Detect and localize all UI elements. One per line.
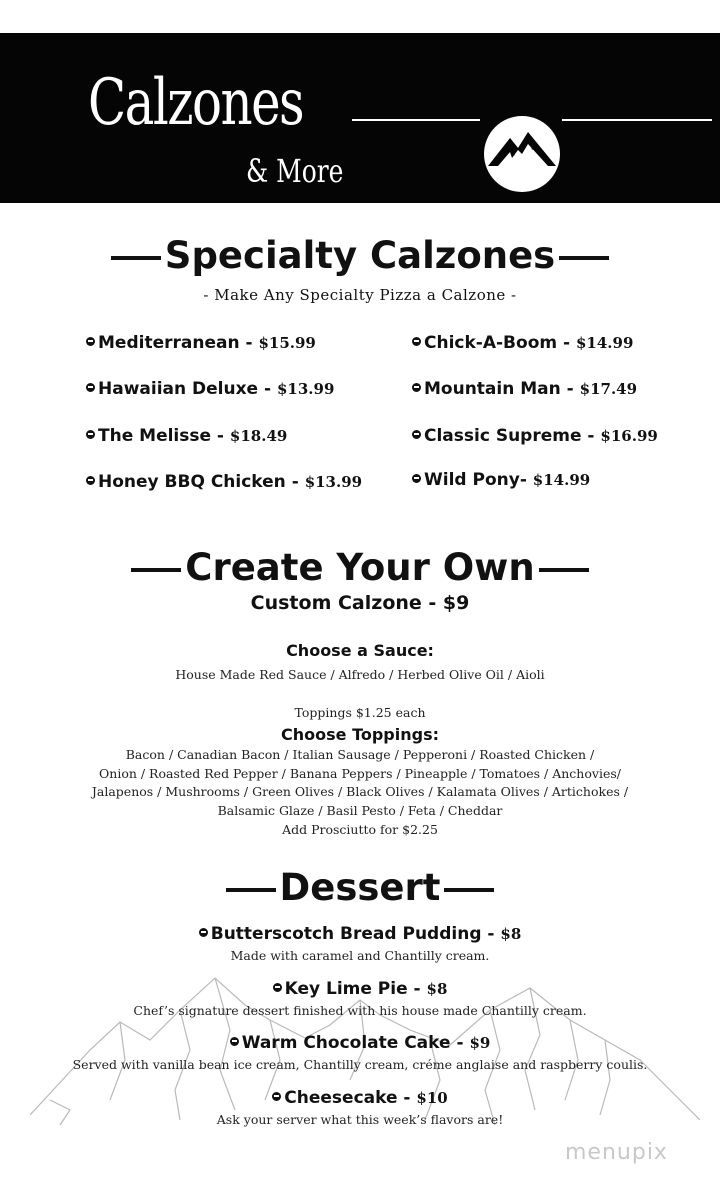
bullet-icon <box>86 337 95 346</box>
menu-item: Honey BBQ Chicken - $13.99 <box>86 472 362 492</box>
bullet-icon <box>412 383 421 392</box>
menu-item: Mountain Man - $17.49 <box>412 379 637 399</box>
menu-item: Hawaiian Deluxe - $13.99 <box>86 379 334 399</box>
menu-item: Chick-A-Boom - $14.99 <box>412 333 633 353</box>
dessert-section-title: Dessert <box>0 866 720 909</box>
brand-title: Calzones <box>88 66 304 140</box>
dessert-item: Key Lime Pie - $8 <box>0 979 720 999</box>
sauce-list: House Made Red Sauce / Alfredo / Herbed Olive Oil / Aioli <box>175 667 545 682</box>
menu-item: The Melisse - $18.49 <box>86 426 287 446</box>
dessert-description: Chef’s signature dessert finished with his house made Chantilly cream. <box>133 1003 587 1018</box>
bullet-icon <box>273 983 282 992</box>
dessert-item: Butterscotch Bread Pudding - $8 <box>0 924 720 944</box>
bullet-icon <box>412 430 421 439</box>
dessert-item: Warm Chocolate Cake - $9 <box>0 1033 720 1053</box>
dessert-description: Ask your server what this week’s flavors are! <box>216 1112 504 1127</box>
bullet-icon <box>199 928 208 937</box>
custom-calzone-price: Custom Calzone - $9 <box>250 592 470 614</box>
dessert-description: Served with vanilla bean ice cream, Chantilly cream, créme anglaise and raspberry coulis. <box>72 1057 648 1072</box>
bullet-icon <box>230 1037 239 1046</box>
specialty-section-title: Specialty Calzones <box>0 234 720 277</box>
header-banner <box>0 33 720 203</box>
bullet-icon <box>412 337 421 346</box>
bullet-icon <box>86 476 95 485</box>
bullet-icon <box>86 430 95 439</box>
toppings-heading: Choose Toppings: <box>281 725 439 744</box>
menu-item: Wild Pony- $14.99 <box>412 470 590 490</box>
menu-item: Classic Supreme - $16.99 <box>412 426 658 446</box>
bullet-icon <box>412 474 421 483</box>
header-divider-right <box>562 119 712 121</box>
header-divider-left <box>352 119 480 121</box>
specialty-subtitle: - Make Any Specialty Pizza a Calzone - <box>203 286 517 304</box>
toppings-line: Bacon / Canadian Bacon / Italian Sausage / Pepperoni / Roasted Chicken / <box>125 747 595 762</box>
prosciutto-addon: Add Prosciutto for $2.25 <box>282 822 438 837</box>
mountain-logo <box>484 116 560 192</box>
toppings-line: Jalapenos / Mushrooms / Green Olives / Black Olives / Kalamata Olives / Artichokes / <box>91 784 629 799</box>
dessert-description: Made with caramel and Chantilly cream. <box>230 948 490 963</box>
bullet-icon <box>86 383 95 392</box>
bullet-icon <box>272 1092 281 1101</box>
menupix-watermark: menupix <box>565 1140 668 1165</box>
create-section-title: Create Your Own <box>0 546 720 589</box>
toppings-price: Toppings $1.25 each <box>294 705 426 720</box>
brand-subtitle: & More <box>246 152 344 190</box>
mountain-icon <box>484 116 560 192</box>
sauce-heading: Choose a Sauce: <box>286 641 434 660</box>
menu-item: Mediterranean - $15.99 <box>86 333 316 353</box>
dessert-item: Cheesecake - $10 <box>0 1088 720 1108</box>
toppings-line: Balsamic Glaze / Basil Pesto / Feta / Cheddar <box>217 803 503 818</box>
toppings-line: Onion / Roasted Red Pepper / Banana Peppers / Pineapple / Tomatoes / Anchovies/ <box>99 766 621 781</box>
